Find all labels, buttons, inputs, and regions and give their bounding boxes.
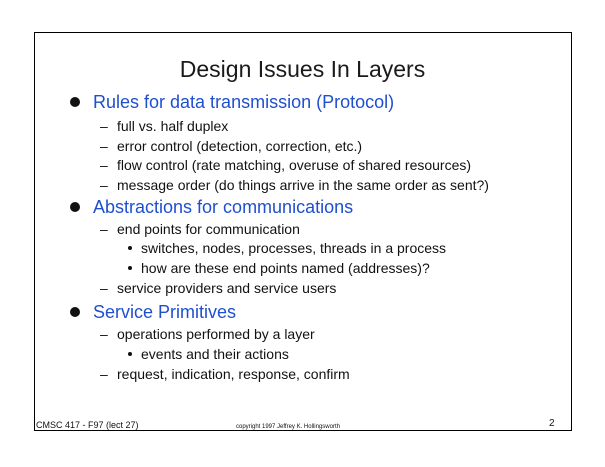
section-2-item-2-text: service providers and service users — [117, 280, 337, 296]
section-3-item-1-text: operations performed by a layer — [117, 326, 315, 342]
dash-marker: – — [100, 366, 108, 382]
dash-marker: – — [100, 326, 108, 342]
footer-copyright: copyright 1997 Jeffrey K. Hollingsworth — [236, 424, 340, 430]
dash-marker: – — [100, 177, 108, 193]
small-bullet-icon — [128, 246, 132, 250]
bullet-dot-icon — [70, 202, 80, 212]
footer-course-label: CMSC 417 - F97 (lect 27) — [36, 420, 139, 430]
small-bullet-icon — [128, 266, 132, 270]
section-1-item-2-text: error control (detection, correction, etc.) — [117, 138, 363, 154]
section-2-item-1-text: end points for communication — [117, 221, 300, 237]
section-1-item-1-text: full vs. half duplex — [117, 118, 229, 134]
section-2-subitem-2-text: how are these end points named (addresses)? — [141, 260, 430, 276]
dash-marker: – — [100, 157, 108, 173]
section-2-subitem-1-text: switches, nodes, processes, threads in a process — [141, 240, 447, 256]
dash-marker: – — [100, 280, 108, 296]
section-3-item-2-text: request, indication, response, confirm — [117, 366, 350, 382]
section-1-item-3-text: flow control (rate matching, overuse of shared resources) — [117, 157, 472, 173]
section-1-heading: Rules for data transmission (Protocol) — [93, 92, 395, 112]
page-number: 2 — [549, 418, 555, 429]
bullet-dot-icon — [70, 307, 80, 317]
section-1-item-4-text: message order (do things arrive in the same order as sent?) — [117, 177, 489, 193]
dash-marker: – — [100, 221, 108, 237]
section-3-heading: Service Primitives — [93, 302, 237, 322]
dash-marker: – — [100, 118, 108, 134]
section-3-subitem-1-text: events and their actions — [141, 346, 289, 362]
bullet-dot-icon — [70, 97, 80, 107]
slide-title: Design Issues In Layers — [179, 56, 426, 82]
small-bullet-icon — [128, 352, 132, 356]
section-2-heading: Abstractions for communications — [93, 197, 354, 217]
dash-marker: – — [100, 138, 108, 154]
